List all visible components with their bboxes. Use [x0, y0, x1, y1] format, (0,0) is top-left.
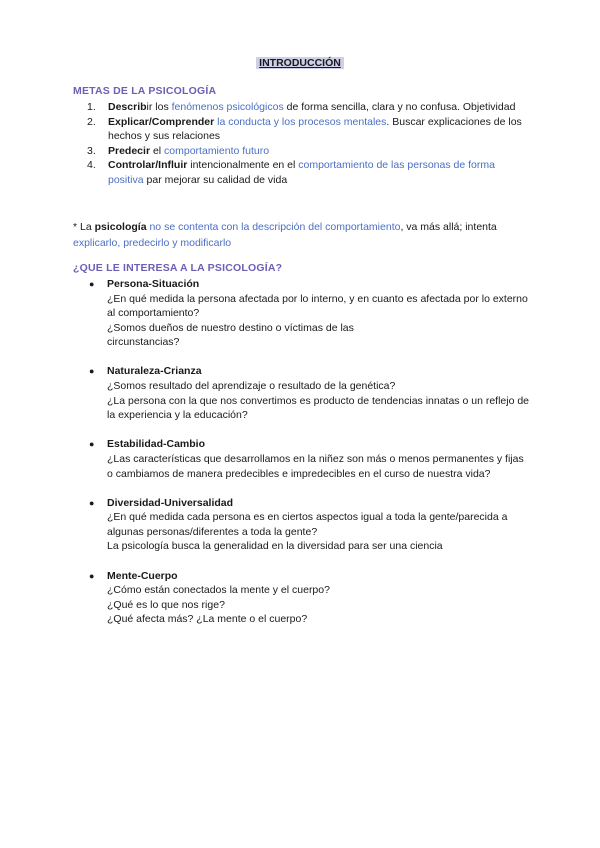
list-item: 2. Explicar/Comprender la conducta y los procesos mentales. Buscar explicaciones de los hechos y sus relaciones: [87, 115, 522, 142]
metas-list: [87, 100, 527, 187]
topic-title: Naturaleza-Crianza: [107, 365, 202, 378]
interes-heading: ¿QUE LE INTERESA A LA PSICOLOGÍA?: [73, 262, 283, 274]
topic-title: Persona-Situación: [107, 278, 200, 290]
list-item: ● Mente-Cuerpo ¿Cómo están conectados la mente y el cuerpo? ¿Qué es lo que nos rige? ¿Qué afecta más? ¿La mente o el cuerpo?: [87, 569, 532, 627]
list-item: 3. Predecir el comportamiento futuro: [87, 144, 270, 157]
list-item: 1. Describir los fenómenos psicológicos de forma sencilla, clara y no confusa. Objetividad: [87, 101, 516, 113]
list-item: ● Persona-Situación ¿En qué medida la persona afectada por lo interno, y en cuanto es afectada por lo externo al comportamiento? ¿Somos dueños de nuestro destino o víctimas de las circunstancias?: [87, 277, 532, 350]
bullet-icon: ●: [89, 366, 95, 377]
topic-title: Mente-Cuerpo: [107, 569, 178, 582]
list-item: ● Estabilidad-Cambio ¿Las características que desarrollamos en la niñez son más o menos permanentes y fijas o cambiamos de manera predecibles e impredecibles en el curso de nuestra vida?: [87, 437, 532, 481]
bullet-icon: ●: [89, 497, 95, 508]
bullet-icon: ●: [89, 439, 95, 450]
list-item: ● Diversidad-Universalidad ¿En qué medida cada persona es en ciertos aspectos igual a toda la gente/parecida a algunas personas/diferentes a toda la gente? La psicología busca la generalidad en la diversidad para ser una ciencia: [87, 496, 532, 554]
metas-heading: METAS DE LA PSICOLOGÍA: [73, 85, 217, 97]
bullet-icon: ●: [89, 279, 95, 289]
page-title: INTRODUCCIÓN: [0, 57, 600, 69]
interes-list: [87, 277, 532, 641]
topic-title: Diversidad-Universalidad: [107, 496, 234, 509]
topic-title: Estabilidad-Cambio: [107, 438, 206, 451]
psychology-note: * La psicología no se contenta con la descripción del comportamiento, va más allá; intenta explicarlo, predecirlo y modificarlo: [73, 221, 497, 249]
list-item: 4. Controlar/Influir intencionalmente en el comportamiento de las personas de forma positiva par mejorar su calidad de vida: [87, 159, 495, 186]
bullet-icon: ●: [89, 570, 95, 581]
list-item: ● Naturaleza-Crianza ¿Somos resultado del aprendizaje o resultado de la genética? ¿La persona con la que nos convertimos es producto de tendencias innatas o un reflejo de la experiencia y la educación?: [87, 364, 532, 422]
